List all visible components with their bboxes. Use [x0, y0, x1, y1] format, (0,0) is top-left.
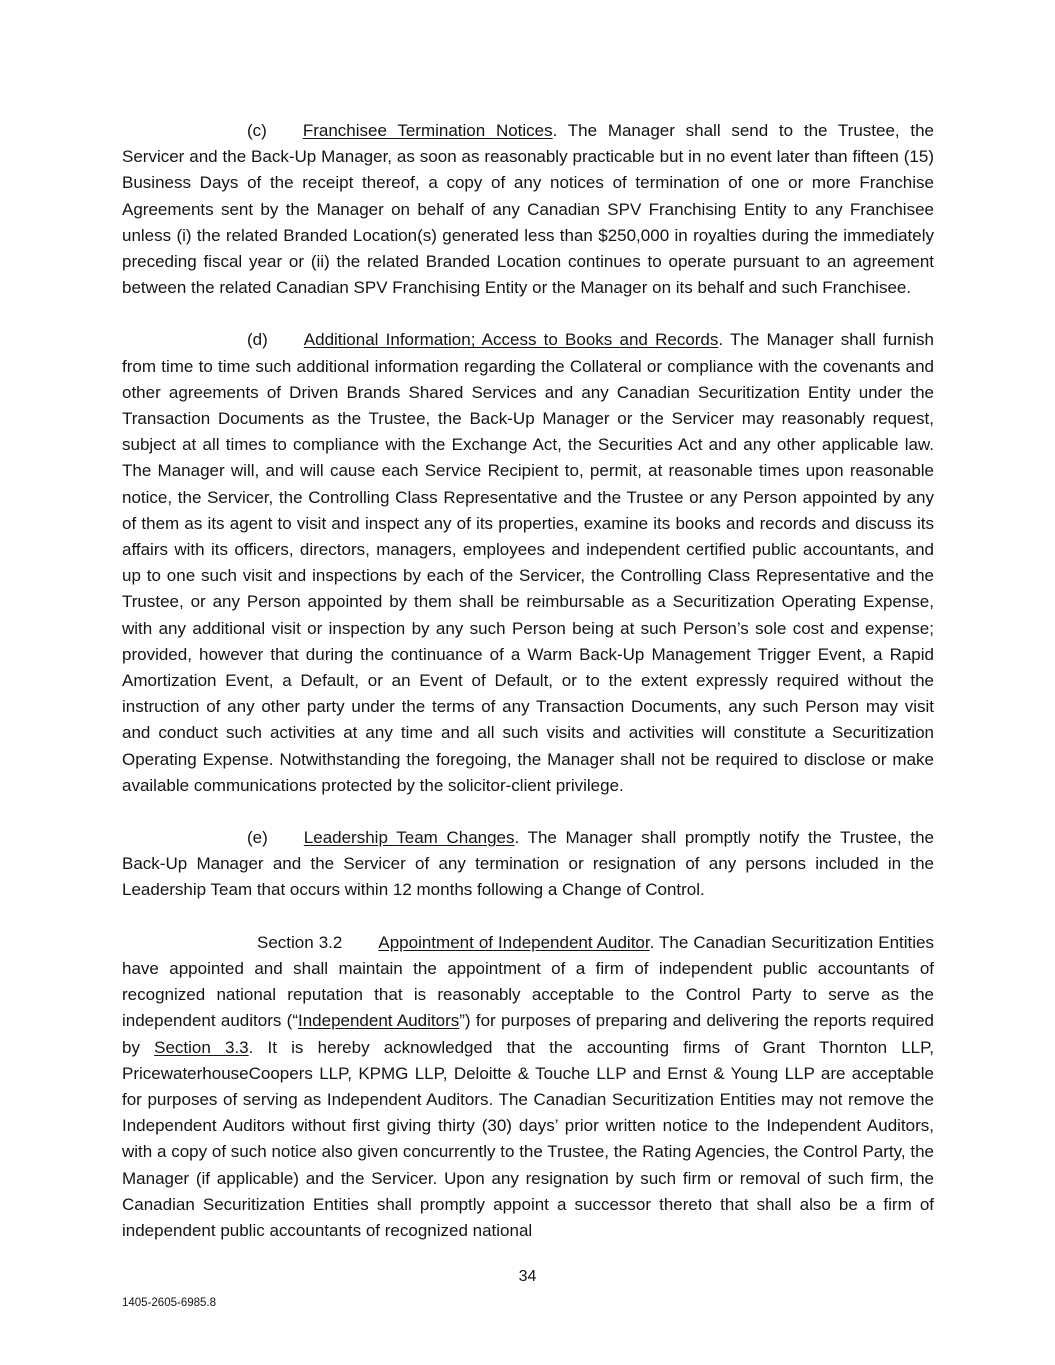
section-3-2-cross-reference: Section 3.3	[154, 1037, 249, 1057]
paragraph-e-body: . The Manager shall promptly notify the Trustee, the Back-Up Manager and the Servicer of any termination or resignation of any persons included in the Leadership Team that occurs within 12 months following a Change of Control.	[122, 828, 934, 900]
document-content	[122, 118, 934, 1270]
paragraph-e	[122, 825, 934, 904]
paragraph-d-label: (d)	[247, 330, 268, 350]
paragraph-e-heading: Leadership Team Changes	[303, 828, 515, 848]
section-3-2-heading: Appointment of Independent Auditor	[378, 932, 650, 952]
section-3-2-defined-term: Independent Auditors	[297, 1011, 460, 1031]
document-id-footer: 1405-2605-6985.8	[122, 1297, 216, 1309]
paragraph-d-body: . The Manager shall furnish from time to time such additional information regarding the Collateral or compliance with the covenants and other agreements of Driven Brands Shared Services and any Canadian Securitization Entity under the Transaction Documents as the Trustee, the Back-Up Manager or the Servicer may reasonably request, subject at all times to compliance with the Exchange Act, the Securities Act and any other applicable law. The Manager will, and will cause each Service Recipient to, permit, at reasonable times upon reasonable notice, the Servicer, the Controlling Class Representative and the Trustee or any Person appointed by any of them as its agent to visit and inspect any of its properties, examine its books and records and discuss its affairs with its officers, directors, managers, employees and independent certified public accountants, and up to one such visit and inspections by each of the Servicer, the Controlling Class Representative and the Trustee, or any Person appointed by them shall be reimbursable as a Securitization Operating Expense, with any additional visit or inspection by any such Person being at such Person’s sole cost and expense; provided, however that during the continuance of a Warm Back-Up Management Trigger Event, a Rapid Amortization Event, a Default, or an Event of Default, or to the extent expressly required without the instruction of any other party under the terms of any Transaction Documents, any such Person may visit and conduct such activities at any time and all such visits and activities will constitute a Securitization Operating Expense. Notwithstanding the foregoing, the Manager shall not be required to disclose or make available communications protected by the solicitor-client privilege.	[122, 330, 935, 795]
paragraph-c-heading: Franchisee Termination Notices	[302, 121, 553, 140]
section-3-2-label: Section 3.2	[257, 932, 343, 952]
section-3-2	[122, 930, 934, 1244]
paragraph-d-heading: Additional Information; Access to Books and Records	[303, 330, 719, 350]
page-number: 34	[518, 1268, 537, 1285]
section-3-2-body-2: ”) for purposes of preparing and delivering the reports required by	[122, 1011, 935, 1057]
section-3-2-body-3: . It is hereby acknowledged that the accounting firms of Grant Thornton LLP, PricewaterhouseCoopers LLP, KPMG LLP, Deloitte & Touche LLP and Ernst & Young LLP are acceptable for purposes of serving as Independent Auditors. The Canadian Securitization Entities may not remove the Independent Auditors without first giving thirty (30) days’ prior written notice to the Independent Auditors, with a copy of such notice also given concurrently to the Trustee, the Rating Agencies, the Control Party, the Manager (if applicable) and the Servicer. Upon any resignation by such firm or removal of such firm, the Canadian Securitization Entities shall promptly appoint a successor thereto that shall also be a firm of independent public accountants of recognized national	[122, 1037, 934, 1240]
paragraph-e-label: (e)	[247, 828, 268, 848]
section-3-2-body-1: . The Canadian Securitization Entities have appointed and shall maintain the appointment of a firm of independent public accountants of recognized national reputation that is reasonably acceptable to the Control Party to serve as the independent auditors (“	[122, 932, 935, 1031]
paragraph-c	[122, 118, 934, 301]
paragraph-d	[122, 327, 934, 799]
paragraph-c-body: . The Manager shall send to the Trustee, the Servicer and the Back-Up Manager, as soon as reasonably practicable but in no event later than fifteen (15) Business Days of the receipt thereof, a copy of any notices of termination of one or more Franchise Agreements sent by the Manager on behalf of any Canadian SPV Franchising Entity to any Franchisee unless (i) the related Branded Location(s) generated less than $250,000 in royalties during the immediately preceding fiscal year or (ii) the related Branded Location continues to operate pursuant to an agreement between the related Canadian SPV Franchising Entity or the Manager on its behalf and such Franchisee.	[122, 121, 934, 298]
paragraph-c-label: (c)	[247, 121, 267, 140]
